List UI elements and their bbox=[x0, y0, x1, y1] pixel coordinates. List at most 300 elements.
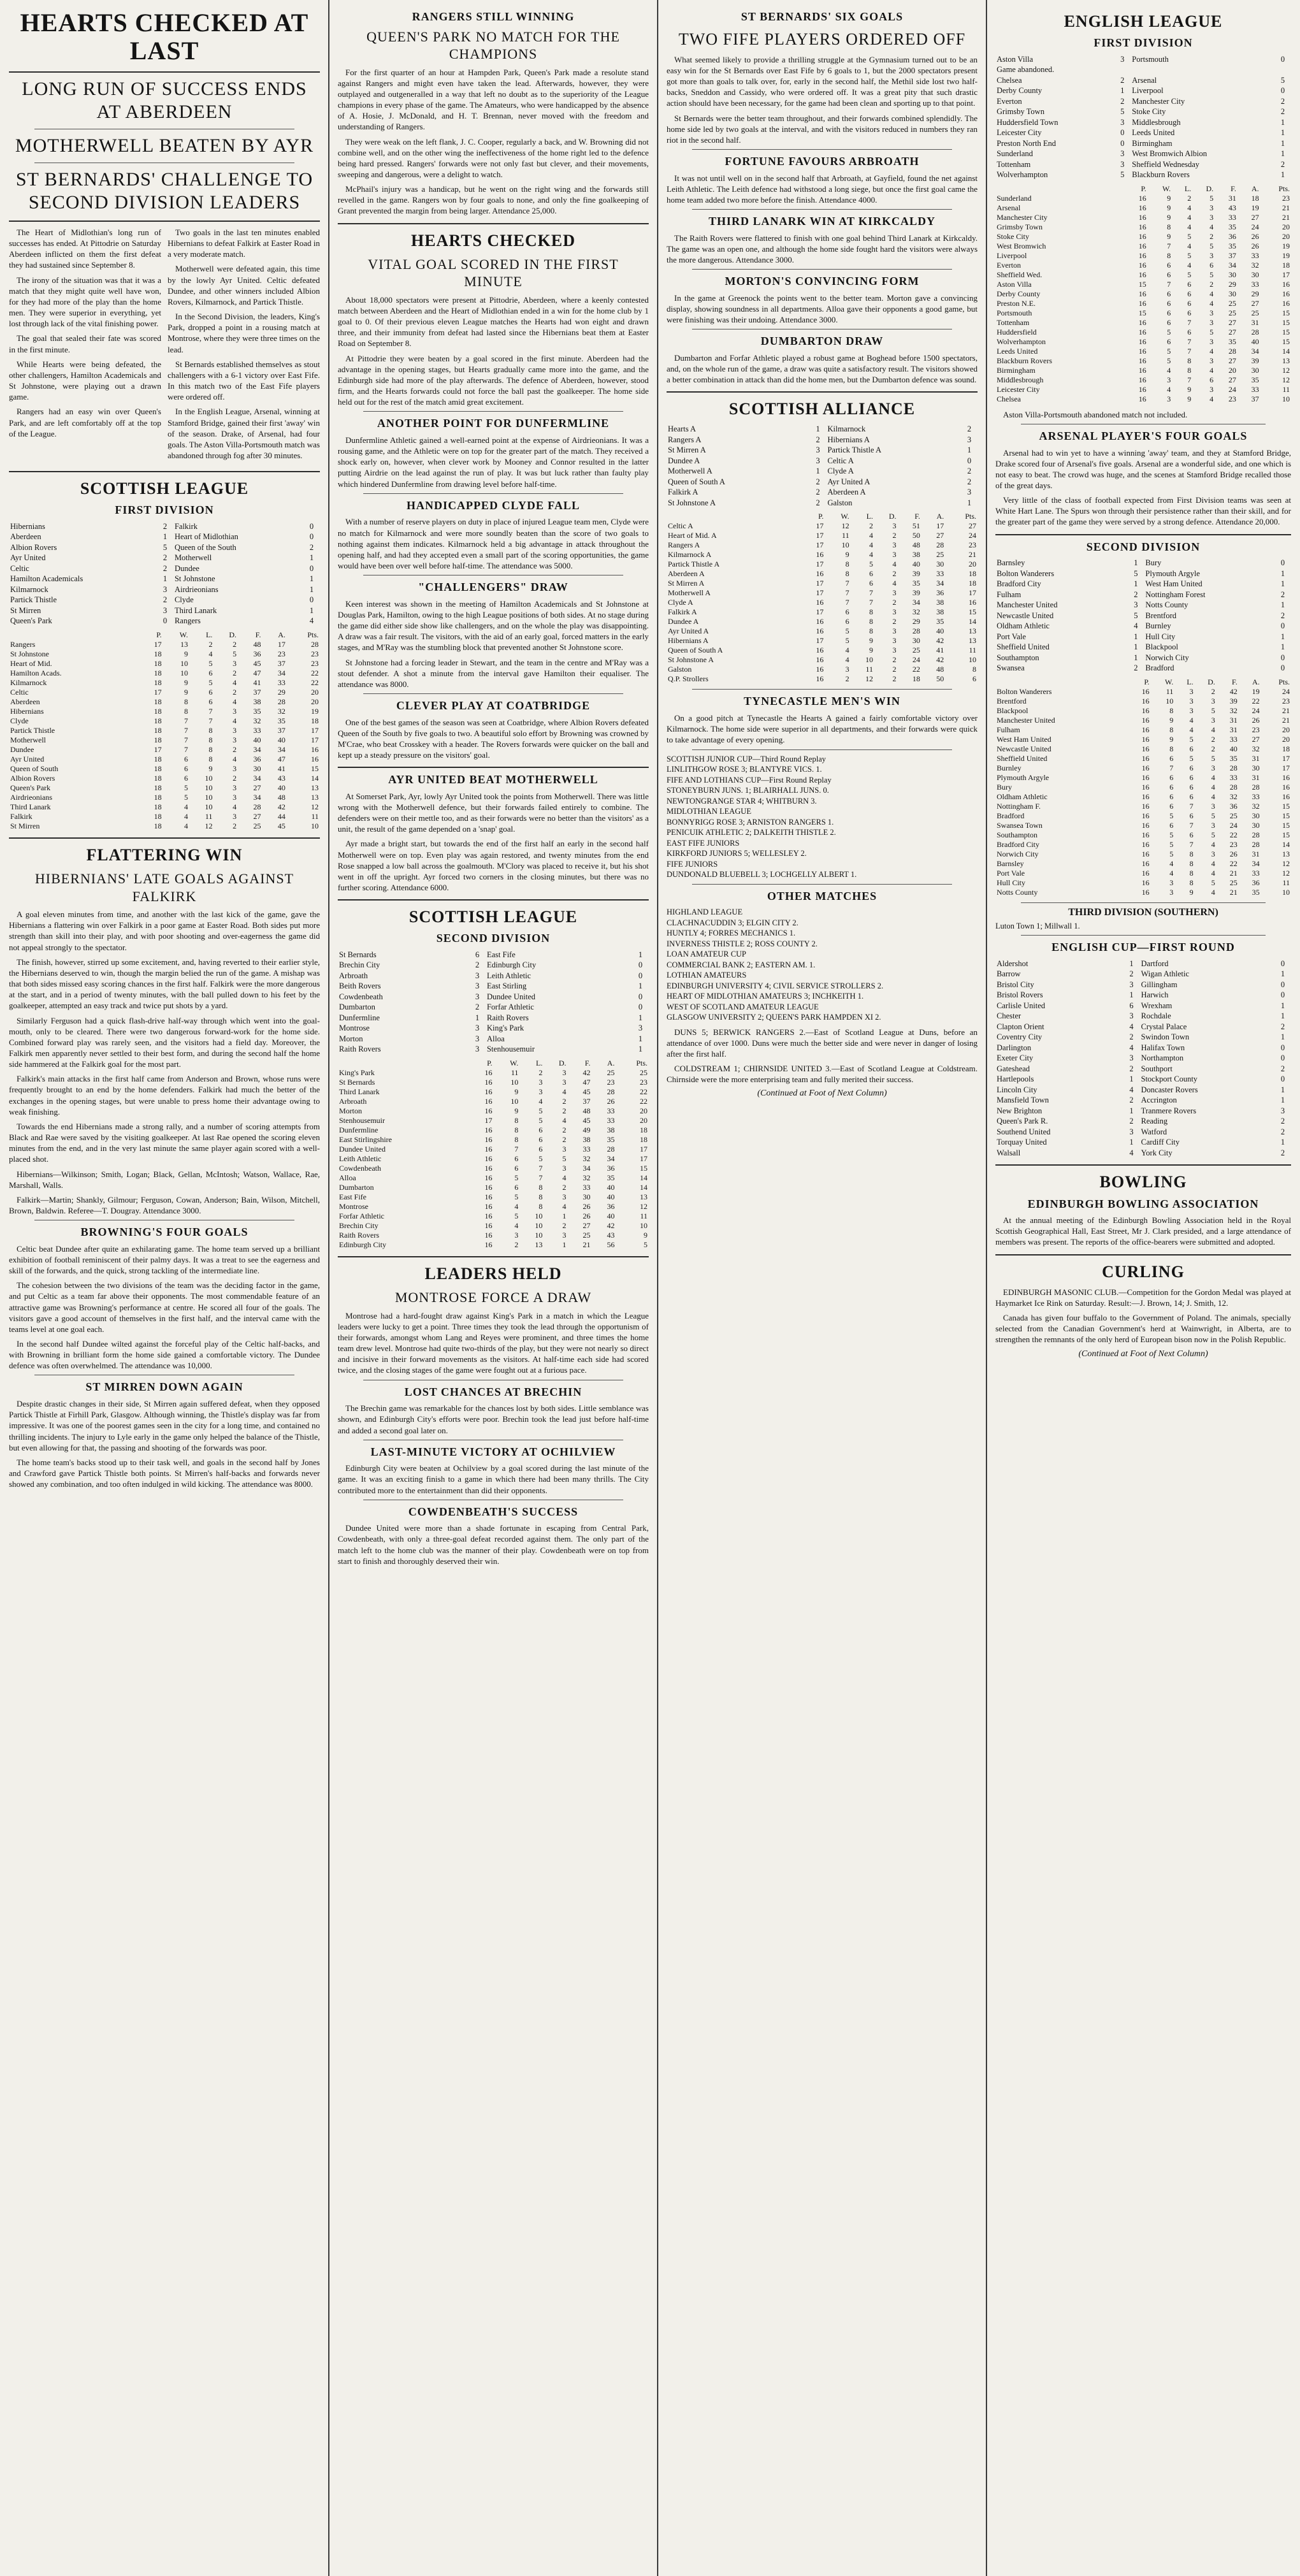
column-4 bbox=[986, 0, 1300, 2576]
table-cell: Manchester City bbox=[997, 212, 1048, 222]
table-cell: 6 bbox=[1189, 792, 1194, 801]
table-cell: Galston bbox=[668, 665, 692, 674]
table-cell: 2 bbox=[233, 744, 237, 754]
table-cell: Morton bbox=[339, 1106, 362, 1115]
table-cell: 5 bbox=[538, 1154, 543, 1163]
first-division-results bbox=[9, 521, 320, 626]
table-cell: 43 bbox=[277, 773, 285, 783]
table-cell: Motherwell bbox=[10, 735, 46, 744]
table-cell: 10 bbox=[1282, 887, 1290, 897]
result-row bbox=[995, 1148, 1291, 1159]
result-cell: 2 bbox=[309, 542, 314, 552]
table-cell: Stenhousemuir bbox=[339, 1115, 385, 1125]
lead-paragraph: St Bernards established themselves as stout challengers with a 6-1 victory over East Fife. In this match two of the East Fife players were ordered off. bbox=[168, 359, 320, 402]
main-headline: HEARTS CHECKED AT LAST bbox=[20, 8, 309, 65]
result-cell: 1 bbox=[1134, 653, 1138, 662]
result-row bbox=[338, 971, 649, 981]
table-cell: 3 bbox=[892, 626, 897, 636]
table-cell: 12 bbox=[1282, 375, 1290, 384]
table-cell: 16 bbox=[1138, 212, 1146, 222]
table-cell: 24 bbox=[1282, 686, 1290, 696]
table-cell: 7 bbox=[1189, 801, 1194, 811]
table-row bbox=[9, 764, 320, 774]
result-cell: Wolverhampton bbox=[997, 170, 1048, 180]
arsenal-report bbox=[995, 447, 1291, 528]
result-row bbox=[9, 532, 320, 542]
table-cell: Brechin City bbox=[339, 1220, 379, 1230]
table-row bbox=[995, 261, 1291, 270]
table-cell: 9 bbox=[184, 687, 189, 697]
result-cell: Reading bbox=[1141, 1117, 1168, 1126]
english-cup-results bbox=[995, 959, 1291, 1159]
table-cell: 17 bbox=[154, 687, 162, 697]
table-row bbox=[995, 763, 1291, 773]
table-cell: Queen of South A bbox=[668, 646, 723, 655]
bowling-report bbox=[995, 1215, 1291, 1247]
table-cell: 6 bbox=[1169, 820, 1174, 830]
table-cell: 4 bbox=[1187, 260, 1192, 270]
table-cell: 6 bbox=[1167, 308, 1171, 317]
column-header bbox=[995, 677, 1129, 687]
result-cell: 1 bbox=[1120, 86, 1125, 96]
table-cell: 8 bbox=[1187, 356, 1192, 365]
result-cell: 1 bbox=[1280, 117, 1285, 127]
column-header: F. bbox=[255, 630, 261, 639]
result-cell: Blackburn Rovers bbox=[1132, 170, 1190, 180]
result-row bbox=[995, 170, 1291, 180]
result-cell: Rangers bbox=[174, 616, 201, 626]
table-cell: 31 bbox=[1252, 772, 1260, 782]
table-cell: 19 bbox=[1282, 250, 1290, 260]
table-cell: 11 bbox=[205, 811, 213, 821]
table-cell: Heart of Mid. A bbox=[668, 531, 717, 540]
result-row bbox=[995, 1001, 1291, 1011]
table-cell: Bury bbox=[997, 782, 1012, 792]
result-cell: Birmingham bbox=[1132, 138, 1173, 148]
table-row bbox=[995, 232, 1291, 242]
brechin-report bbox=[338, 1403, 649, 1435]
table-cell: 17 bbox=[277, 639, 285, 649]
table-cell: 27 bbox=[1228, 375, 1236, 384]
table-cell: 6 bbox=[1187, 327, 1192, 336]
table-cell: 1 bbox=[562, 1240, 567, 1249]
table-cell: 7 bbox=[1169, 763, 1174, 772]
table-cell: 3 bbox=[892, 607, 897, 617]
table-cell: 43 bbox=[1228, 203, 1236, 212]
table-cell: 26 bbox=[1251, 241, 1259, 250]
result-cell: 0 bbox=[1280, 959, 1285, 968]
table-cell: Bradford City bbox=[997, 839, 1039, 849]
table-cell: 16 bbox=[484, 1096, 493, 1106]
result-row bbox=[338, 1034, 649, 1045]
table-cell: 6 bbox=[1169, 772, 1174, 782]
table-cell: Manchester United bbox=[997, 715, 1055, 725]
table-cell: 26 bbox=[1252, 715, 1260, 725]
table-cell: 14 bbox=[640, 1173, 647, 1182]
result-row bbox=[9, 521, 320, 532]
table-cell: 37 bbox=[1228, 250, 1236, 260]
result-row bbox=[995, 632, 1291, 642]
report-paragraph: Falkirk—Martin; Shankly, Gilmour; Ferguson, Cowan, Anderson; Bain, Wilson, Mitchell, Brown, Baldwin. Referee—T. Dougray. Attendance 3000. bbox=[9, 1194, 320, 1215]
column-header: W. bbox=[510, 1058, 519, 1067]
result-cell: Queen's Park R. bbox=[997, 1117, 1048, 1126]
table-cell: 3 bbox=[1211, 820, 1215, 830]
table-row bbox=[9, 697, 320, 707]
table-cell: 7 bbox=[208, 716, 213, 725]
result-cell: 2 bbox=[816, 477, 820, 486]
result-cell: 3 bbox=[475, 971, 480, 980]
table-row bbox=[9, 793, 320, 802]
table-row bbox=[9, 802, 320, 812]
table-cell: 28 bbox=[936, 540, 944, 550]
result-cell: 1 bbox=[309, 584, 314, 594]
result-cell: Montrose bbox=[339, 1024, 370, 1033]
column-header: Pts. bbox=[1278, 677, 1290, 686]
table-row bbox=[667, 560, 978, 569]
result-cell: Bristol Rovers bbox=[997, 990, 1043, 1000]
result-cell: 0 bbox=[1280, 86, 1285, 96]
table-cell: 30 bbox=[1228, 289, 1236, 298]
table-cell: 4 bbox=[1211, 772, 1215, 782]
table-row bbox=[667, 665, 978, 674]
result-cell: 1 bbox=[816, 467, 820, 476]
result-cell: 4 bbox=[1129, 1022, 1134, 1031]
hibs-headline: FLATTERING WIN bbox=[86, 845, 243, 864]
table-row bbox=[995, 754, 1291, 763]
table-cell: 16 bbox=[1138, 260, 1146, 270]
result-row bbox=[667, 424, 978, 435]
result-row bbox=[995, 75, 1291, 86]
table-cell: 4 bbox=[1211, 887, 1215, 897]
table-cell: 25 bbox=[607, 1067, 615, 1077]
bowling-subtitle: EDINBURGH BOWLING ASSOCIATION bbox=[1027, 1197, 1259, 1210]
table-cell: 4 bbox=[869, 550, 873, 560]
result-cell: Bradford City bbox=[997, 579, 1041, 589]
table-cell: 31 bbox=[1252, 849, 1260, 858]
result-cell: 3 bbox=[475, 992, 480, 1001]
column-header bbox=[667, 512, 801, 521]
table-cell: 6 bbox=[1210, 375, 1214, 384]
table-cell: St Mirren bbox=[10, 821, 40, 830]
table-row bbox=[667, 598, 978, 607]
table-row bbox=[995, 792, 1291, 802]
column-header: W. bbox=[179, 630, 189, 639]
result-cell: Manchester City bbox=[1132, 96, 1185, 106]
table-cell: 16 bbox=[484, 1134, 493, 1144]
table-cell: 15 bbox=[1282, 830, 1290, 839]
table-row bbox=[995, 366, 1291, 375]
table-cell: 5 bbox=[1210, 241, 1214, 250]
table-cell: 30 bbox=[1228, 270, 1236, 279]
table-header-row bbox=[995, 184, 1291, 194]
table-cell: 35 bbox=[253, 706, 261, 716]
table-cell: 4 bbox=[1211, 792, 1215, 801]
table-cell: 27 bbox=[1228, 317, 1236, 327]
table-cell: 5 bbox=[1187, 270, 1192, 279]
table-cell: 40 bbox=[912, 560, 920, 569]
lead-right bbox=[168, 227, 320, 465]
table-cell: 2 bbox=[1210, 279, 1214, 289]
ayr-headline: AYR UNITED BEAT MOTHERWELL bbox=[388, 773, 598, 786]
table-cell: 9 bbox=[1167, 193, 1171, 203]
table-row bbox=[338, 1154, 649, 1164]
result-cell: 1 bbox=[1280, 632, 1285, 641]
table-cell: 4 bbox=[1187, 212, 1192, 222]
table-header-row bbox=[338, 1059, 649, 1068]
table-cell: 16 bbox=[1138, 270, 1146, 279]
table-row bbox=[995, 347, 1291, 356]
table-cell: 3 bbox=[1210, 356, 1214, 365]
table-cell: 20 bbox=[311, 697, 319, 706]
table-row bbox=[338, 1212, 649, 1221]
table-cell: 5 bbox=[1187, 231, 1192, 241]
table-cell: 5 bbox=[1211, 878, 1215, 887]
table-cell: 17 bbox=[154, 744, 162, 754]
result-cell: Aldershot bbox=[997, 959, 1029, 968]
result-cell: Burnley bbox=[1145, 621, 1171, 631]
table-row bbox=[995, 811, 1291, 821]
table-cell: 35 bbox=[1228, 241, 1236, 250]
result-cell: 0 bbox=[162, 616, 168, 626]
result-cell: Exeter City bbox=[997, 1053, 1034, 1063]
table-cell: 5 bbox=[845, 636, 849, 646]
table-cell: 16 bbox=[484, 1240, 493, 1249]
table-cell: 40 bbox=[253, 735, 261, 744]
table-row bbox=[9, 716, 320, 726]
result-row bbox=[338, 960, 649, 971]
table-cell: 17 bbox=[311, 725, 319, 735]
table-cell: 16 bbox=[816, 626, 824, 636]
table-cell: 4 bbox=[1169, 868, 1174, 878]
table-cell: 3 bbox=[562, 1163, 567, 1173]
table-row bbox=[995, 308, 1291, 318]
result-row bbox=[667, 498, 978, 509]
result-cell: 2 bbox=[1280, 1117, 1285, 1126]
table-cell: 2 bbox=[845, 674, 849, 684]
arbroath-report bbox=[667, 173, 978, 205]
table-cell: 13 bbox=[180, 639, 189, 649]
result-cell: Nottingham Forest bbox=[1145, 590, 1206, 599]
table-cell: 12 bbox=[1282, 858, 1290, 868]
bowling-title: BOWLING bbox=[1099, 1173, 1187, 1192]
dumbarton-headline: DUMBARTON DRAW bbox=[760, 335, 884, 348]
column-header: W. bbox=[1162, 184, 1171, 193]
table-cell: 15 bbox=[1282, 317, 1290, 327]
table-cell: 30 bbox=[1251, 270, 1259, 279]
table-cell: 20 bbox=[1282, 222, 1290, 231]
table-cell: 34 bbox=[1251, 346, 1259, 356]
result-cell: Barnsley bbox=[997, 558, 1025, 568]
table-cell: 7 bbox=[845, 588, 849, 598]
result-cell: 2 bbox=[475, 960, 480, 970]
result-cell: 1 bbox=[1280, 128, 1285, 138]
arbroath-headline: FORTUNE FAVOURS ARBROATH bbox=[725, 155, 920, 168]
table-cell: 17 bbox=[816, 521, 824, 531]
result-cell: Tottenham bbox=[997, 159, 1031, 169]
table-cell: 2 bbox=[514, 1240, 519, 1249]
table-cell: 34 bbox=[912, 598, 920, 607]
result-cell: 5 bbox=[1120, 170, 1125, 180]
table-cell: Hibernians A bbox=[668, 636, 709, 646]
table-cell: 16 bbox=[1141, 744, 1150, 753]
table-cell: 38 bbox=[582, 1134, 591, 1144]
table-cell: 26 bbox=[582, 1211, 591, 1220]
result-row bbox=[995, 106, 1291, 117]
rangers-headline: RANGERS STILL WINNING bbox=[412, 10, 575, 23]
result-cell: Barrow bbox=[997, 969, 1021, 979]
table-cell: Arbroath bbox=[339, 1096, 367, 1106]
table-cell: 20 bbox=[311, 687, 319, 697]
result-line: SCOTTISH JUNIOR CUP—Third Round Replay bbox=[667, 754, 827, 763]
result-cell: Dundee United bbox=[486, 992, 536, 1001]
column-header: F. bbox=[584, 1058, 591, 1067]
table-cell: 8 bbox=[208, 754, 213, 763]
table-cell: 5 bbox=[1211, 811, 1215, 820]
table-cell: 6 bbox=[1167, 298, 1171, 308]
table-cell: 9 bbox=[1169, 715, 1174, 725]
result-cell: 2 bbox=[1134, 663, 1138, 673]
result-cell: 0 bbox=[1280, 558, 1285, 568]
result-cell: East Fife bbox=[486, 950, 516, 959]
report-paragraph: On a good pitch at Tynecastle the Hearts A gained a fairly comfortable victory over Kilmarnock. The home side were superior in all departments, and their forwards were quick to take advantage of every opening. bbox=[667, 713, 978, 745]
table-cell: 16 bbox=[1138, 193, 1146, 203]
table-cell: 20 bbox=[640, 1106, 647, 1115]
table-cell: 25 bbox=[253, 821, 261, 830]
column-header: Pts. bbox=[307, 630, 319, 639]
table-cell: Partick Thistle A bbox=[668, 560, 720, 569]
table-cell: Stoke City bbox=[997, 231, 1030, 241]
table-cell: 4 bbox=[1210, 222, 1214, 231]
result-cell: Fulham bbox=[997, 590, 1022, 599]
result-cell: 1 bbox=[967, 445, 972, 455]
table-cell: 34 bbox=[582, 1163, 591, 1173]
table-cell: St Johnstone A bbox=[668, 655, 714, 665]
table-cell: Hamilton Acads. bbox=[10, 668, 62, 677]
table-cell: 17 bbox=[484, 1115, 493, 1125]
result-cell: Clyde bbox=[174, 595, 194, 605]
table-cell: 21 bbox=[1282, 203, 1290, 212]
column-header: L. bbox=[1187, 677, 1194, 686]
table-row bbox=[9, 707, 320, 716]
result-cell: 3 bbox=[1129, 1053, 1134, 1063]
table-cell: 21 bbox=[969, 550, 976, 560]
column-header: W. bbox=[841, 512, 849, 521]
table-cell: 18 bbox=[154, 725, 162, 735]
table-cell: Cowdenbeath bbox=[339, 1163, 381, 1173]
result-row bbox=[995, 1095, 1291, 1106]
result-line: EAST FIFE JUNIORS bbox=[667, 838, 740, 848]
result-cell: Arsenal bbox=[1132, 75, 1157, 85]
table-cell: 2 bbox=[562, 1096, 567, 1106]
table-cell: 8 bbox=[1169, 706, 1174, 715]
table-cell: 5 bbox=[1169, 839, 1174, 849]
table-cell: Motherwell A bbox=[668, 588, 711, 598]
result-cell: Sunderland bbox=[997, 149, 1033, 159]
result-cell: 5 bbox=[1134, 568, 1138, 578]
result-cell: 2 bbox=[1280, 1022, 1285, 1031]
table-cell: 30 bbox=[582, 1192, 591, 1201]
table-cell: 16 bbox=[484, 1201, 493, 1211]
table-cell: 6 bbox=[972, 674, 976, 684]
table-cell: 25 bbox=[1228, 308, 1236, 317]
table-cell: 20 bbox=[1282, 725, 1290, 734]
table-row bbox=[338, 1192, 649, 1202]
table-cell: 35 bbox=[607, 1173, 615, 1182]
table-cell: Edinburgh City bbox=[339, 1240, 387, 1249]
report-paragraph: The finish, however, stirred up some excitement, and, having reverted to their earlier style, the Hibernians deserved to win, though the margin belied the run of the game. A mishap was that both sides missed easy scoring chances in the first half. Falkirk were the more dangerous at the start, and in a period of twenty minutes, with the ball pulled down to his feet by the goalkeeper, attempted an easy track and twice put shots by a yard. bbox=[9, 957, 320, 1011]
result-cell: 1 bbox=[638, 1034, 643, 1043]
table-cell: 2 bbox=[562, 1182, 567, 1192]
table-cell: 32 bbox=[582, 1173, 591, 1182]
result-row bbox=[667, 466, 978, 477]
table-cell: 4 bbox=[1211, 868, 1215, 878]
table-cell: 35 bbox=[912, 579, 920, 588]
alliance-table bbox=[667, 512, 978, 684]
table-cell: Brentford bbox=[997, 696, 1027, 706]
table-cell: 3 bbox=[1167, 375, 1171, 384]
main-deck-1: LONG RUN OF SUCCESS ENDS AT ABERDEEN bbox=[22, 78, 307, 122]
table-cell: 17 bbox=[816, 540, 824, 550]
result-row bbox=[338, 1013, 649, 1024]
result-cell: Mansfield Town bbox=[997, 1096, 1049, 1105]
table-cell: 16 bbox=[1141, 734, 1150, 744]
table-cell: 8 bbox=[538, 1182, 543, 1192]
table-cell: 40 bbox=[277, 735, 285, 744]
result-cell: Albion Rovers bbox=[10, 542, 57, 552]
table-cell: 16 bbox=[1141, 792, 1150, 801]
result-cell: 5 bbox=[1280, 75, 1285, 85]
table-cell: 16 bbox=[484, 1173, 493, 1182]
table-cell: 17 bbox=[816, 579, 824, 588]
table-cell: 16 bbox=[969, 598, 976, 607]
table-cell: 4 bbox=[1210, 298, 1214, 308]
table-cell: 27 bbox=[253, 783, 261, 792]
table-cell: 5 bbox=[845, 626, 849, 636]
table-cell: 6 bbox=[208, 687, 213, 697]
table-cell: 28 bbox=[1229, 782, 1238, 792]
table-cell: 3 bbox=[892, 521, 897, 531]
table-cell: 6 bbox=[869, 579, 873, 588]
column-header: A. bbox=[607, 1058, 615, 1067]
table-cell: 5 bbox=[514, 1192, 519, 1201]
table-cell: 30 bbox=[912, 636, 920, 646]
table-cell: 34 bbox=[607, 1154, 615, 1163]
table-row bbox=[667, 626, 978, 636]
table-cell: 4 bbox=[1210, 346, 1214, 356]
column-header: A. bbox=[1251, 184, 1259, 193]
table-cell: 7 bbox=[1189, 820, 1194, 830]
table-cell: 16 bbox=[1138, 250, 1146, 260]
table-row bbox=[995, 385, 1291, 394]
result-cell: 1 bbox=[638, 981, 643, 991]
table-cell: 29 bbox=[1251, 289, 1259, 298]
table-cell: 2 bbox=[1211, 686, 1215, 696]
table-cell: Q.P. Strollers bbox=[668, 674, 709, 684]
table-cell: 16 bbox=[1141, 772, 1150, 782]
result-cell: York City bbox=[1141, 1148, 1173, 1157]
table-cell: 5 bbox=[644, 1240, 647, 1249]
result-cell: 1 bbox=[638, 950, 643, 959]
table-cell: 16 bbox=[1138, 365, 1146, 375]
cowdenbeath-headline: COWDENBEATH'S SUCCESS bbox=[408, 1505, 579, 1518]
result-cell: West Ham United bbox=[1145, 579, 1202, 589]
result-cell: Liverpool bbox=[1132, 86, 1164, 96]
table-cell: 35 bbox=[277, 716, 285, 725]
rangers-report bbox=[338, 67, 649, 217]
table-cell: 30 bbox=[1251, 365, 1259, 375]
table-cell: Leicester City bbox=[997, 384, 1040, 394]
table-cell: 5 bbox=[538, 1115, 543, 1125]
